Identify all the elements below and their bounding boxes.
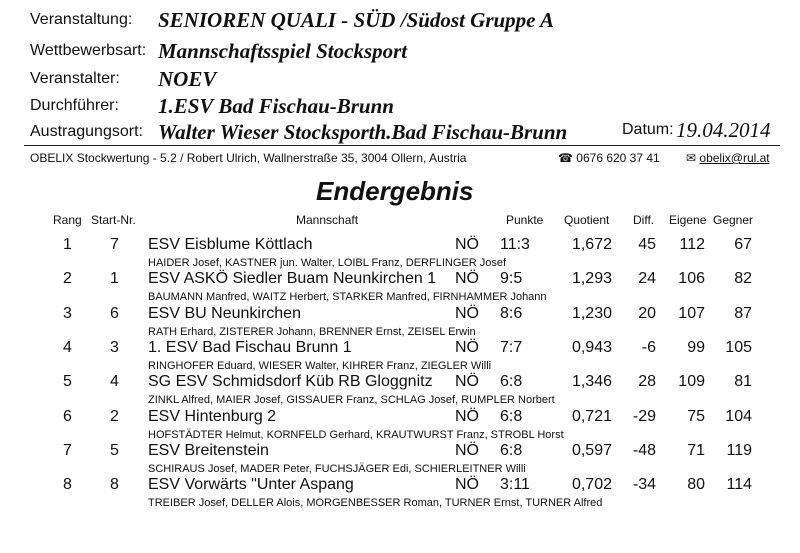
venue-value: Walter Wieser Stocksporth.Bad Fischau-Brunn (158, 120, 568, 144)
row-diff: 28 (638, 373, 656, 391)
row-team: ESV Vorwärts "Unter Aspang (148, 476, 354, 494)
row-points: 9:5 (500, 270, 523, 288)
row-quotient: 0,943 (571, 338, 612, 356)
row-own: 109 (678, 373, 705, 391)
row-points: 11:3 (500, 236, 530, 253)
row-opp: 114 (726, 476, 752, 494)
row-diff: 45 (638, 236, 656, 253)
row-members: BAUMANN Manfred, WAITZ Herbert, STARKER Manfred, FIRNHAMMER Johann (148, 291, 547, 304)
col-quotient: Quotient (564, 213, 610, 227)
row-region: NÖ (455, 441, 479, 459)
software-credit: OBELIX Stockwertung - 5.2 / Robert Ulrich, Wallnerstraße 35, 3004 Ollern, Austria (30, 151, 467, 165)
row-start: 7 (110, 236, 119, 253)
organizer-value: NOEV (158, 67, 217, 91)
row-quotient: 1,346 (571, 373, 612, 391)
row-own: 107 (678, 304, 705, 322)
type-value: Mannschaftsspiel Stocksport (158, 39, 408, 63)
date-value: 19.04.2014 (676, 118, 771, 142)
row-start: 5 (110, 441, 119, 459)
row-opp: 81 (734, 373, 752, 391)
row-diff: -29 (632, 407, 656, 425)
row-region: NÖ (455, 236, 479, 253)
row-team: 1. ESV Bad Fischau Brunn 1 (148, 338, 352, 356)
row-rang: 2 (63, 270, 72, 288)
row-members: TREIBER Josef, DELLER Alois, MORGENBESSER Roman, TURNER Ernst, TURNER Alfred (148, 497, 603, 510)
phone-number: 0676 620 37 41 (576, 151, 660, 165)
row-opp: 82 (734, 270, 752, 288)
col-rang: Rang (53, 213, 82, 227)
row-opp: 67 (734, 236, 752, 253)
row-start: 1 (110, 270, 119, 288)
row-start: 8 (110, 476, 119, 494)
row-rang: 7 (63, 441, 72, 459)
row-opp: 105 (725, 338, 752, 356)
row-quotient: 0,721 (571, 407, 612, 425)
row-quotient: 1,293 (571, 270, 612, 288)
email-info (686, 151, 770, 165)
row-quotient: 1,230 (571, 304, 612, 322)
organizer-label: Veranstalter: (30, 70, 120, 87)
row-own: 80 (687, 476, 705, 494)
row-start: 6 (110, 304, 119, 322)
row-points: 7:7 (500, 338, 523, 356)
row-rang: 1 (63, 236, 72, 253)
row-diff: -34 (632, 476, 656, 494)
header-divider (24, 145, 780, 146)
row-members: ZINKL Alfred, MAIER Josef, GISSAUER Franz, SCHLAG Josef, RUMPLER Norbert (148, 394, 555, 407)
row-diff: 20 (638, 304, 656, 322)
row-members: RATH Erhard, ZISTERER Johann, BRENNER Ernst, ZEISEL Erwin (148, 325, 476, 338)
row-diff: 24 (638, 270, 656, 288)
event-value: SENIOREN QUALI - SÜD /Südost Gruppe A (158, 8, 554, 32)
row-region: NÖ (455, 270, 479, 288)
col-start: Start-Nr. (91, 213, 136, 227)
row-diff: -48 (632, 441, 656, 459)
row-rang: 4 (63, 338, 72, 356)
row-points: 6:8 (500, 373, 523, 391)
row-opp: 104 (725, 407, 752, 425)
row-region: NÖ (455, 407, 479, 425)
row-opp: 119 (726, 441, 752, 459)
row-region: NÖ (455, 338, 479, 356)
col-own: Eigene (669, 213, 707, 227)
row-start: 3 (110, 338, 119, 356)
row-team: ESV Eisblume Köttlach (148, 236, 313, 253)
row-region: NÖ (455, 476, 479, 494)
row-region: NÖ (455, 304, 479, 322)
row-own: 106 (678, 270, 705, 288)
row-points: 3:11 (500, 476, 530, 494)
row-team: ESV Hintenburg 2 (148, 407, 277, 425)
date-label: Datum: (622, 121, 674, 138)
col-opp: Gegner (713, 213, 754, 227)
row-points: 8:6 (500, 304, 523, 322)
phone-info (558, 151, 660, 165)
row-members: RINGHOFER Eduard, WIESER Walter, KIHRER Franz, ZIEGLER Willi (148, 359, 492, 372)
phone-icon: ☎ (558, 151, 573, 165)
row-team: ESV BU Neunkirchen (148, 304, 301, 322)
row-rang: 8 (63, 476, 72, 494)
row-rang: 6 (63, 407, 72, 425)
row-points: 6:8 (500, 407, 523, 425)
row-quotient: 0,597 (571, 441, 612, 459)
row-start: 4 (110, 373, 119, 391)
row-rang: 5 (63, 373, 72, 391)
row-rang: 3 (63, 304, 72, 322)
col-diff: Diff. (633, 213, 655, 227)
row-own: 71 (687, 441, 705, 459)
event-label: Veranstaltung: (30, 11, 133, 28)
row-own: 99 (687, 338, 705, 356)
row-diff: -6 (641, 338, 656, 356)
envelope-icon: ✉ (686, 151, 697, 165)
venue-label: Austragungsort: (30, 123, 143, 140)
row-region: NÖ (455, 373, 479, 391)
type-label: Wettbewerbsart: (30, 42, 147, 59)
row-quotient: 0,702 (571, 476, 612, 494)
col-points: Punkte (506, 213, 544, 227)
row-members: HOFSTÄDTER Helmut, KORNFELD Gerhard, KRAUTWURST Franz, STROBL Horst (148, 428, 564, 441)
row-team: SG ESV Schmidsdorf Küb RB Gloggnitz (148, 373, 433, 391)
row-opp: 87 (734, 304, 752, 322)
row-start: 2 (110, 407, 119, 425)
row-points: 6:8 (500, 441, 523, 459)
host-label: Durchführer: (30, 97, 119, 114)
row-members: HAIDER Josef, KASTNER jun. Walter, LOIBL Franz, DERFLINGER Josef (148, 257, 507, 269)
row-team: ESV ASKÖ Siedler Buam Neunkirchen 1 (148, 270, 437, 288)
row-members: SCHIRAUS Josef, MADER Peter, FUCHSJÄGER Edi, SCHIERLEITNER Willi (148, 462, 526, 475)
col-team: Mannschaft (296, 213, 359, 227)
host-value: 1.ESV Bad Fischau-Brunn (158, 94, 394, 118)
email-address[interactable]: obelix@rul.at (699, 151, 770, 165)
page-title: Endergebnis (316, 176, 474, 206)
row-team: ESV Breitenstein (148, 441, 269, 459)
row-quotient: 1,672 (571, 236, 612, 253)
row-own: 75 (687, 407, 705, 425)
row-own: 112 (679, 236, 705, 253)
